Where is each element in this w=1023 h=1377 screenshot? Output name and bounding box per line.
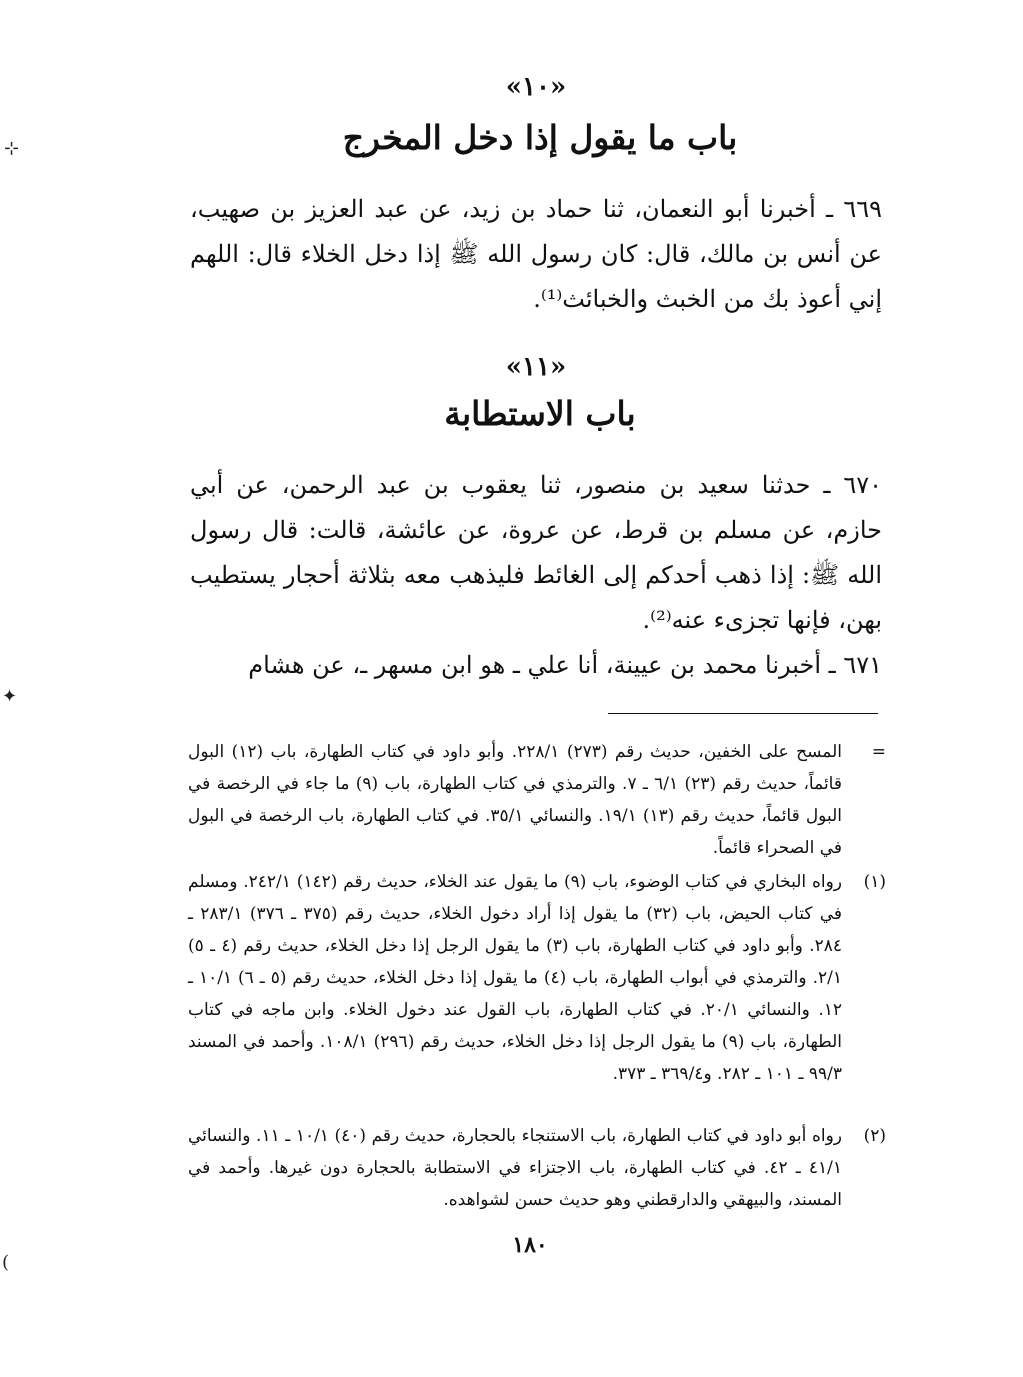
section-title: باب الاستطابة [444,394,636,433]
footnote-text: رواه البخاري في كتاب الوضوء، باب (٩) ما يقول عند الخلاء، حديث رقم (١٤٢) ٢٤٢/١. ومسلم في كتاب الحيض، باب (٣٢) ما يقول إذا أراد دخول الخلاء، حديث رقم (٣٧٥ ـ ٣٧٦) ٢٨٣/١ ـ ٢٨٤. وأبو داود في كتاب الطهارة، باب (٣) ما يقول الرجل إذا دخل الخلاء، حديث رقم (٤ ـ ٥) ٢/١. والترمذي في أبواب الطهارة، باب (٤) ما يقول إذا دخل الخلاء، حديث رقم (٥ ـ ٦) ١٠/١ ـ ١٢. والنسائي ٢٠/١. في كتاب الطهارة، باب القول عند دخول الخلاء. وابن ماجه في كتاب الطهارة، باب (٩) ما يقول الرجل إذا دخل الخلاء، حديث رقم (٢٩٦) ١٠٨/١. وأحمد في المسند ٩٩/٣ ـ ١٠١ ـ ٢٨٢. و٣٦٩/٤ ـ ٣٧٣. [188,872,843,1084]
section-title: باب ما يقول إذا دخل المخرج [342,118,738,157]
footnote-text: رواه أبو داود في كتاب الطهارة، باب الاستنجاء بالحجارة، حديث رقم (٤٠) ١٠/١ ـ ١١. والنسائي ٤١/١ ـ ٤٢. في كتاب الطهارة، باب الاجتزاء في الاستطابة بالحجارة دون غيرها. وأحمد في المسند، والبيهقي والدارقطني وهو حديث حسن لشواهده. [188,1126,842,1210]
section-number: «١١» [505,352,567,382]
hadith-671: ٦٧١ ـ أخبرنا محمد بن عيينة، أنا علي ـ هو ابن مسهر ـ، عن هشام [248,651,882,679]
footnote-1 [188,866,886,1090]
margin-mark-top: ⊹ [4,138,20,159]
footnote-divider [608,713,878,714]
footnote-2 [188,1120,886,1216]
page-number: ١٨٠ [512,1232,548,1258]
margin-mark-middle: ✦ [2,686,18,707]
footnote-marker: (١) [863,872,886,892]
footnote-marker: (٢) [863,1126,886,1146]
hadith-670: ٦٧٠ ـ حدثنا سعيد بن منصور، ثنا يعقوب بن عبد الرحمن، عن أبي حازم، عن مسلم بن قرط، عن عروة، عن عائشة، قالت: قال رسول الله ﷺ: إذا ذهب أحدكم إلى الغائط فليذهب معه بثلاثة أحجار يستطيب بهن، فإنها تجزىء عنه⁽²⁾. [190,471,882,634]
section-number: «١٠» [505,72,567,102]
footnote-text: المسح على الخفين، حديث رقم (٢٧٣) ٢٢٨/١. وأبو داود في كتاب الطهارة، باب (١٢) البول قائماً، حديث رقم (٢٣) ٦/١ ـ ٧. والترمذي في كتاب الطهارة، باب (٩) ما جاء في الرخصة في البول قائماً، حديث رقم (١٣) ١٩/١. والنسائي ٣٥/١. في كتاب الطهارة، باب الرخصة في البول في الصحراء قائماً. [188,742,842,858]
footnote-continued [188,736,886,864]
hadith-669: ٦٦٩ ـ أخبرنا أبو النعمان، ثنا حماد بن زيد، عن عبد العزيز بن صهيب، عن أنس بن مالك، قال: كان رسول الله ﷺ إذا دخل الخلاء قال: اللهم إني أعوذ بك من الخبث والخبائث⁽¹⁾. [190,195,882,313]
footnote-marker: = [871,742,886,762]
margin-mark-bottom: ( [2,1252,10,1273]
